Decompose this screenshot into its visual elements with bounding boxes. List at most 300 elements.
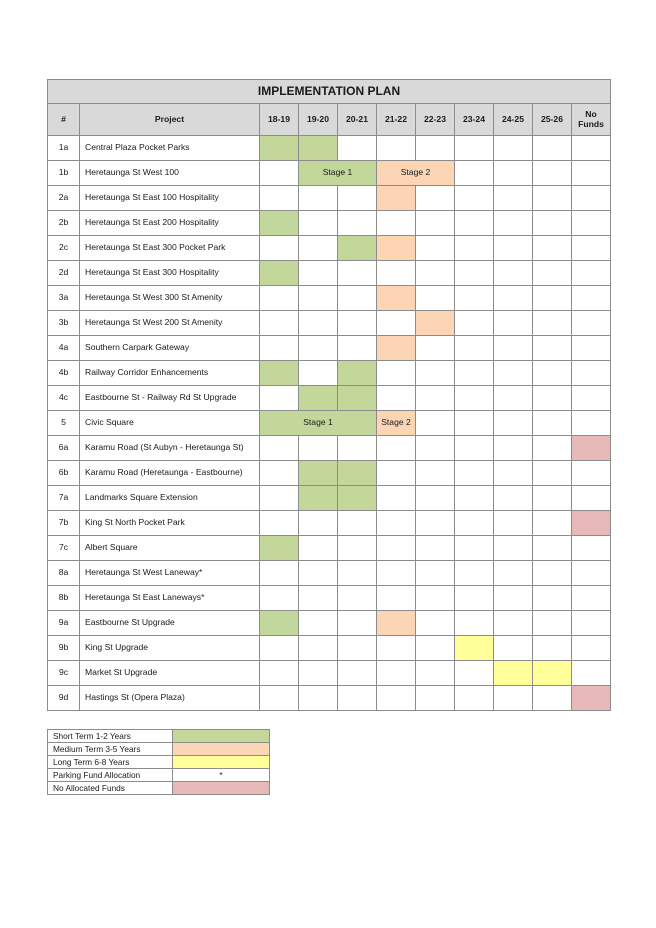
timeline-cell [572, 161, 611, 186]
timeline-cell [416, 236, 455, 261]
timeline-cell [494, 661, 533, 686]
timeline-cell [416, 361, 455, 386]
timeline-cell [455, 386, 494, 411]
legend-row [48, 743, 270, 756]
timeline-cell [338, 636, 377, 661]
timeline-cell [260, 236, 299, 261]
legend-swatch [173, 730, 270, 743]
header-project: Project [80, 104, 260, 136]
timeline-cell [455, 136, 494, 161]
timeline-cell [260, 611, 299, 636]
row-number: 6a [48, 436, 80, 461]
timeline-cell [260, 161, 299, 186]
timeline-cell [299, 461, 338, 486]
legend-row [48, 782, 270, 795]
timeline-cell [416, 486, 455, 511]
timeline-cell [494, 211, 533, 236]
stage-cell: Stage 1 [299, 161, 377, 186]
row-number: 9b [48, 636, 80, 661]
legend-swatch: * [173, 769, 270, 782]
header-year-21-22: 21-22 [377, 104, 416, 136]
table-row [48, 361, 611, 386]
timeline-cell [338, 661, 377, 686]
row-number: 3a [48, 286, 80, 311]
timeline-cell [338, 136, 377, 161]
timeline-cell [572, 336, 611, 361]
row-number: 3b [48, 311, 80, 336]
row-number: 8b [48, 586, 80, 611]
row-number: 9a [48, 611, 80, 636]
timeline-cell [338, 336, 377, 361]
timeline-cell [377, 611, 416, 636]
legend-label: Medium Term 3-5 Years [48, 743, 173, 756]
table-row [48, 536, 611, 561]
row-number: 2d [48, 261, 80, 286]
implementation-plan-table [47, 79, 611, 711]
timeline-cell [299, 486, 338, 511]
legend-label: No Allocated Funds [48, 782, 173, 795]
timeline-cell [377, 386, 416, 411]
timeline-cell [338, 461, 377, 486]
timeline-cell [494, 561, 533, 586]
timeline-cell [377, 186, 416, 211]
legend-table [47, 729, 270, 795]
timeline-cell [299, 636, 338, 661]
project-name: Karamu Road (St Aubyn - Heretaunga St) [80, 436, 260, 461]
timeline-cell [299, 336, 338, 361]
table-body [48, 136, 611, 711]
table-title: IMPLEMENTATION PLAN [48, 80, 611, 104]
timeline-cell [416, 436, 455, 461]
timeline-cell [455, 236, 494, 261]
timeline-cell [299, 586, 338, 611]
timeline-cell [338, 536, 377, 561]
timeline-cell [572, 686, 611, 711]
row-number: 8a [48, 561, 80, 586]
project-name: Heretaunga St West 300 St Amenity [80, 286, 260, 311]
table-row [48, 286, 611, 311]
legend-body [48, 730, 270, 795]
timeline-cell [260, 486, 299, 511]
timeline-cell [533, 261, 572, 286]
project-name: Southern Carpark Gateway [80, 336, 260, 361]
timeline-cell [299, 561, 338, 586]
timeline-cell [533, 386, 572, 411]
legend-swatch [173, 756, 270, 769]
timeline-cell [299, 361, 338, 386]
timeline-cell [494, 261, 533, 286]
timeline-cell [572, 436, 611, 461]
timeline-cell [533, 586, 572, 611]
timeline-cell [494, 511, 533, 536]
legend-row [48, 730, 270, 743]
timeline-cell [299, 536, 338, 561]
row-number: 6b [48, 461, 80, 486]
table-row [48, 661, 611, 686]
timeline-cell [260, 311, 299, 336]
timeline-cell [260, 536, 299, 561]
timeline-cell [533, 461, 572, 486]
timeline-cell [260, 686, 299, 711]
timeline-cell [533, 311, 572, 336]
timeline-cell [377, 361, 416, 386]
timeline-cell [455, 411, 494, 436]
timeline-cell [533, 161, 572, 186]
timeline-cell [299, 186, 338, 211]
timeline-cell [533, 236, 572, 261]
timeline-cell [533, 436, 572, 461]
timeline-cell [494, 436, 533, 461]
timeline-cell [377, 536, 416, 561]
project-name: Railway Corridor Enhancements [80, 361, 260, 386]
legend-swatch [173, 743, 270, 756]
timeline-cell [416, 561, 455, 586]
timeline-cell [299, 236, 338, 261]
project-name: Eastbourne St - Railway Rd St Upgrade [80, 386, 260, 411]
project-name: Albert Square [80, 536, 260, 561]
project-name: Landmarks Square Extension [80, 486, 260, 511]
timeline-cell [572, 386, 611, 411]
table-row [48, 386, 611, 411]
table-row [48, 211, 611, 236]
timeline-cell [338, 436, 377, 461]
timeline-cell [455, 511, 494, 536]
timeline-cell [533, 611, 572, 636]
timeline-cell [338, 311, 377, 336]
timeline-cell [455, 361, 494, 386]
timeline-cell [572, 261, 611, 286]
timeline-cell [455, 186, 494, 211]
timeline-cell [455, 336, 494, 361]
table-row [48, 236, 611, 261]
timeline-cell [572, 636, 611, 661]
timeline-cell [338, 611, 377, 636]
timeline-cell [494, 386, 533, 411]
timeline-cell [572, 536, 611, 561]
timeline-cell [377, 561, 416, 586]
timeline-cell [455, 161, 494, 186]
timeline-cell [572, 586, 611, 611]
project-name: Central Plaza Pocket Parks [80, 136, 260, 161]
timeline-cell [299, 436, 338, 461]
timeline-cell [455, 286, 494, 311]
timeline-cell [533, 411, 572, 436]
timeline-cell [299, 286, 338, 311]
timeline-cell [455, 586, 494, 611]
timeline-cell [260, 561, 299, 586]
row-number: 4c [48, 386, 80, 411]
timeline-cell [260, 211, 299, 236]
timeline-cell [338, 361, 377, 386]
timeline-cell [572, 211, 611, 236]
timeline-cell [416, 311, 455, 336]
timeline-cell [494, 336, 533, 361]
timeline-cell [416, 136, 455, 161]
timeline-cell [494, 686, 533, 711]
header-no-funds: No Funds [572, 104, 611, 136]
row-number: 7c [48, 536, 80, 561]
timeline-cell [494, 236, 533, 261]
timeline-cell [494, 161, 533, 186]
table-row [48, 261, 611, 286]
row-number: 7a [48, 486, 80, 511]
timeline-cell [494, 536, 533, 561]
timeline-cell [494, 611, 533, 636]
timeline-cell [338, 586, 377, 611]
timeline-cell [533, 136, 572, 161]
timeline-cell [572, 286, 611, 311]
timeline-cell [260, 361, 299, 386]
table-row [48, 411, 611, 436]
row-number: 2a [48, 186, 80, 211]
timeline-cell [455, 686, 494, 711]
timeline-cell [299, 686, 338, 711]
timeline-cell [455, 436, 494, 461]
timeline-cell [455, 561, 494, 586]
legend-row [48, 769, 270, 782]
header-year-22-23: 22-23 [416, 104, 455, 136]
row-number: 1a [48, 136, 80, 161]
table-row [48, 436, 611, 461]
timeline-cell [494, 636, 533, 661]
timeline-cell [377, 461, 416, 486]
header-year-25-26: 25-26 [533, 104, 572, 136]
timeline-cell [494, 461, 533, 486]
timeline-cell [494, 286, 533, 311]
timeline-cell [572, 561, 611, 586]
project-name: Heretaunga St East 300 Hospitality [80, 261, 260, 286]
timeline-cell [572, 511, 611, 536]
timeline-cell [338, 236, 377, 261]
project-name: Heretaunga St West 100 [80, 161, 260, 186]
timeline-cell [338, 511, 377, 536]
timeline-cell [494, 361, 533, 386]
timeline-cell [299, 511, 338, 536]
timeline-cell [416, 336, 455, 361]
timeline-cell [455, 486, 494, 511]
legend-label: Long Term 6-8 Years [48, 756, 173, 769]
project-name: Heretaunga St East Laneways* [80, 586, 260, 611]
row-number: 2b [48, 211, 80, 236]
timeline-cell [533, 511, 572, 536]
timeline-cell [299, 661, 338, 686]
project-name: Heretaunga St West 200 St Amenity [80, 311, 260, 336]
row-number: 5 [48, 411, 80, 436]
timeline-cell [338, 486, 377, 511]
table-row [48, 161, 611, 186]
legend-label: Short Term 1-2 Years [48, 730, 173, 743]
timeline-cell [533, 186, 572, 211]
timeline-cell [572, 136, 611, 161]
timeline-cell [299, 261, 338, 286]
project-name: Eastbourne St Upgrade [80, 611, 260, 636]
header-year-20-21: 20-21 [338, 104, 377, 136]
timeline-cell [533, 211, 572, 236]
legend-row [48, 756, 270, 769]
timeline-cell [260, 286, 299, 311]
legend-label: Parking Fund Allocation [48, 769, 173, 782]
timeline-cell [299, 311, 338, 336]
timeline-cell [416, 261, 455, 286]
timeline-cell [494, 486, 533, 511]
timeline-cell [416, 611, 455, 636]
timeline-cell [455, 461, 494, 486]
timeline-cell [572, 411, 611, 436]
timeline-cell [377, 486, 416, 511]
stage-cell: Stage 2 [377, 411, 416, 436]
timeline-cell [416, 386, 455, 411]
timeline-cell [299, 386, 338, 411]
timeline-cell [572, 186, 611, 211]
project-name: Heretaunga St West Laneway* [80, 561, 260, 586]
timeline-cell [533, 486, 572, 511]
timeline-cell [455, 611, 494, 636]
timeline-cell [416, 536, 455, 561]
timeline-cell [260, 136, 299, 161]
timeline-cell [377, 661, 416, 686]
timeline-cell [260, 386, 299, 411]
timeline-cell [455, 211, 494, 236]
timeline-cell [260, 336, 299, 361]
timeline-cell [572, 661, 611, 686]
legend-swatch [173, 782, 270, 795]
timeline-cell [377, 286, 416, 311]
table-row [48, 486, 611, 511]
timeline-cell [494, 136, 533, 161]
timeline-cell [260, 586, 299, 611]
timeline-cell [494, 186, 533, 211]
project-name: Heretaunga St East 100 Hospitality [80, 186, 260, 211]
timeline-cell [338, 286, 377, 311]
timeline-cell [377, 336, 416, 361]
timeline-cell [533, 686, 572, 711]
timeline-cell [299, 611, 338, 636]
timeline-cell [260, 511, 299, 536]
timeline-cell [377, 311, 416, 336]
timeline-cell [377, 636, 416, 661]
timeline-cell [494, 311, 533, 336]
table-row [48, 561, 611, 586]
timeline-cell [416, 286, 455, 311]
table-row [48, 461, 611, 486]
table-row [48, 336, 611, 361]
header-row [48, 104, 611, 136]
project-name: Hastings St (Opera Plaza) [80, 686, 260, 711]
row-number: 4b [48, 361, 80, 386]
timeline-cell [455, 636, 494, 661]
stage-cell: Stage 1 [260, 411, 377, 436]
timeline-cell [299, 136, 338, 161]
timeline-cell [455, 661, 494, 686]
table-row [48, 186, 611, 211]
table-row [48, 136, 611, 161]
timeline-cell [299, 211, 338, 236]
project-name: King St North Pocket Park [80, 511, 260, 536]
timeline-cell [416, 686, 455, 711]
timeline-cell [455, 311, 494, 336]
timeline-cell [572, 611, 611, 636]
timeline-cell [377, 436, 416, 461]
timeline-cell [572, 361, 611, 386]
row-number: 9c [48, 661, 80, 686]
project-name: Heretaunga St East 300 Pocket Park [80, 236, 260, 261]
table-row [48, 586, 611, 611]
timeline-cell [533, 561, 572, 586]
timeline-cell [377, 236, 416, 261]
project-name: Heretaunga St East 200 Hospitality [80, 211, 260, 236]
project-name: Karamu Road (Heretaunga - Eastbourne) [80, 461, 260, 486]
timeline-cell [260, 261, 299, 286]
timeline-cell [338, 211, 377, 236]
timeline-cell [377, 211, 416, 236]
timeline-cell [533, 361, 572, 386]
row-number: 2c [48, 236, 80, 261]
header-year-18-19: 18-19 [260, 104, 299, 136]
project-name: Market St Upgrade [80, 661, 260, 686]
timeline-cell [416, 186, 455, 211]
timeline-cell [338, 261, 377, 286]
timeline-cell [260, 661, 299, 686]
header-year-23-24: 23-24 [455, 104, 494, 136]
timeline-cell [338, 386, 377, 411]
timeline-cell [416, 511, 455, 536]
timeline-cell [377, 511, 416, 536]
row-number: 4a [48, 336, 80, 361]
timeline-cell [416, 636, 455, 661]
project-name: Civic Square [80, 411, 260, 436]
timeline-cell [455, 261, 494, 286]
stage-cell: Stage 2 [377, 161, 455, 186]
timeline-cell [533, 536, 572, 561]
project-name: King St Upgrade [80, 636, 260, 661]
timeline-cell [572, 486, 611, 511]
timeline-cell [260, 636, 299, 661]
timeline-cell [533, 636, 572, 661]
row-number: 9d [48, 686, 80, 711]
header-year-19-20: 19-20 [299, 104, 338, 136]
timeline-cell [338, 561, 377, 586]
table-row [48, 311, 611, 336]
timeline-cell [377, 686, 416, 711]
timeline-cell [260, 461, 299, 486]
table-row [48, 511, 611, 536]
header-year-24-25: 24-25 [494, 104, 533, 136]
row-number: 7b [48, 511, 80, 536]
timeline-cell [260, 436, 299, 461]
timeline-cell [260, 186, 299, 211]
timeline-cell [494, 586, 533, 611]
timeline-cell [572, 236, 611, 261]
header-number: # [48, 104, 80, 136]
timeline-cell [416, 411, 455, 436]
timeline-cell [572, 311, 611, 336]
table-row [48, 636, 611, 661]
table-row [48, 611, 611, 636]
row-number: 1b [48, 161, 80, 186]
timeline-cell [455, 536, 494, 561]
timeline-cell [416, 661, 455, 686]
timeline-cell [338, 686, 377, 711]
timeline-cell [377, 136, 416, 161]
table-row [48, 686, 611, 711]
timeline-cell [533, 661, 572, 686]
timeline-cell [377, 261, 416, 286]
timeline-cell [533, 336, 572, 361]
timeline-cell [338, 186, 377, 211]
timeline-cell [416, 586, 455, 611]
timeline-cell [572, 461, 611, 486]
timeline-cell [494, 411, 533, 436]
